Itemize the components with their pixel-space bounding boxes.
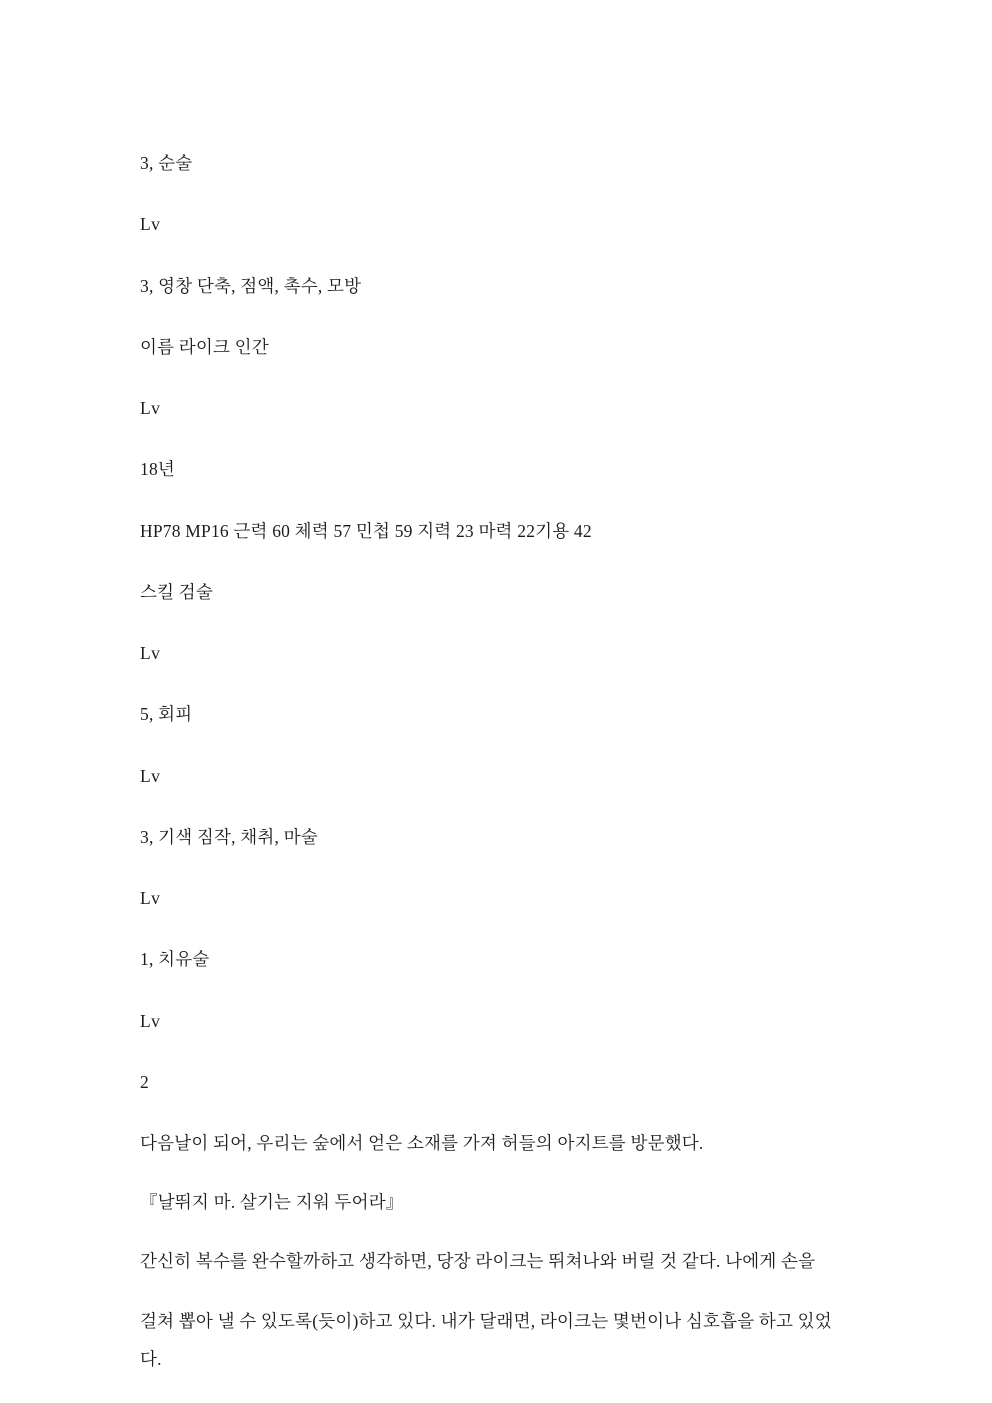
skill-header-geomsul: 스킬 검술 <box>140 581 213 602</box>
skill-line-gisaek: 3, 기색 짐작, 채취, 마술 <box>140 826 318 847</box>
age-line: 18년 <box>140 459 176 480</box>
quoted-line: 『날뛰지 마. 살기는 지워 두어라』 <box>140 1192 404 1213</box>
document-body <box>140 150 852 1373</box>
skill-line-chiyusul: 1, 치유술 <box>140 949 210 970</box>
narrative-paragraph-1: 다음날이 되어, 우리는 숲에서 얻은 소재를 가져 허들의 아지트를 방문했다. <box>140 1133 704 1153</box>
level-value: 2 <box>140 1071 150 1092</box>
name-line: 이름 라이크 인간 <box>140 336 269 357</box>
narrative-paragraph-4: 다. <box>140 1349 162 1370</box>
skill-line-sunsul: 3, 순술 <box>140 153 193 173</box>
level-label-5: Lv <box>140 888 161 908</box>
level-label-1: Lv <box>140 214 161 235</box>
narrative-paragraph-3: 걸쳐 뽑아 낼 수 있도록(듯이)하고 있다. 내가 달래면, 라이크는 몇번이나 심호흡을 하고 있었 <box>140 1311 832 1332</box>
level-label-2: Lv <box>140 398 161 418</box>
level-label-3: Lv <box>140 643 161 663</box>
level-label-6: Lv <box>140 1010 161 1031</box>
skill-line-hoipi: 5, 회피 <box>140 704 193 725</box>
stats-line: HP78 MP16 근력 60 체력 57 민첩 59 지력 23 마력 22기용 42 <box>140 520 592 541</box>
level-label-4: Lv <box>140 765 161 786</box>
skill-line-youngchang: 3, 영창 단축, 점액, 촉수, 모방 <box>140 275 362 296</box>
narrative-paragraph-2: 간신히 복수를 완수할까하고 생각하면, 당장 라이크는 뛰쳐나와 버릴 것 같다. 나에게 손을 <box>140 1251 816 1272</box>
